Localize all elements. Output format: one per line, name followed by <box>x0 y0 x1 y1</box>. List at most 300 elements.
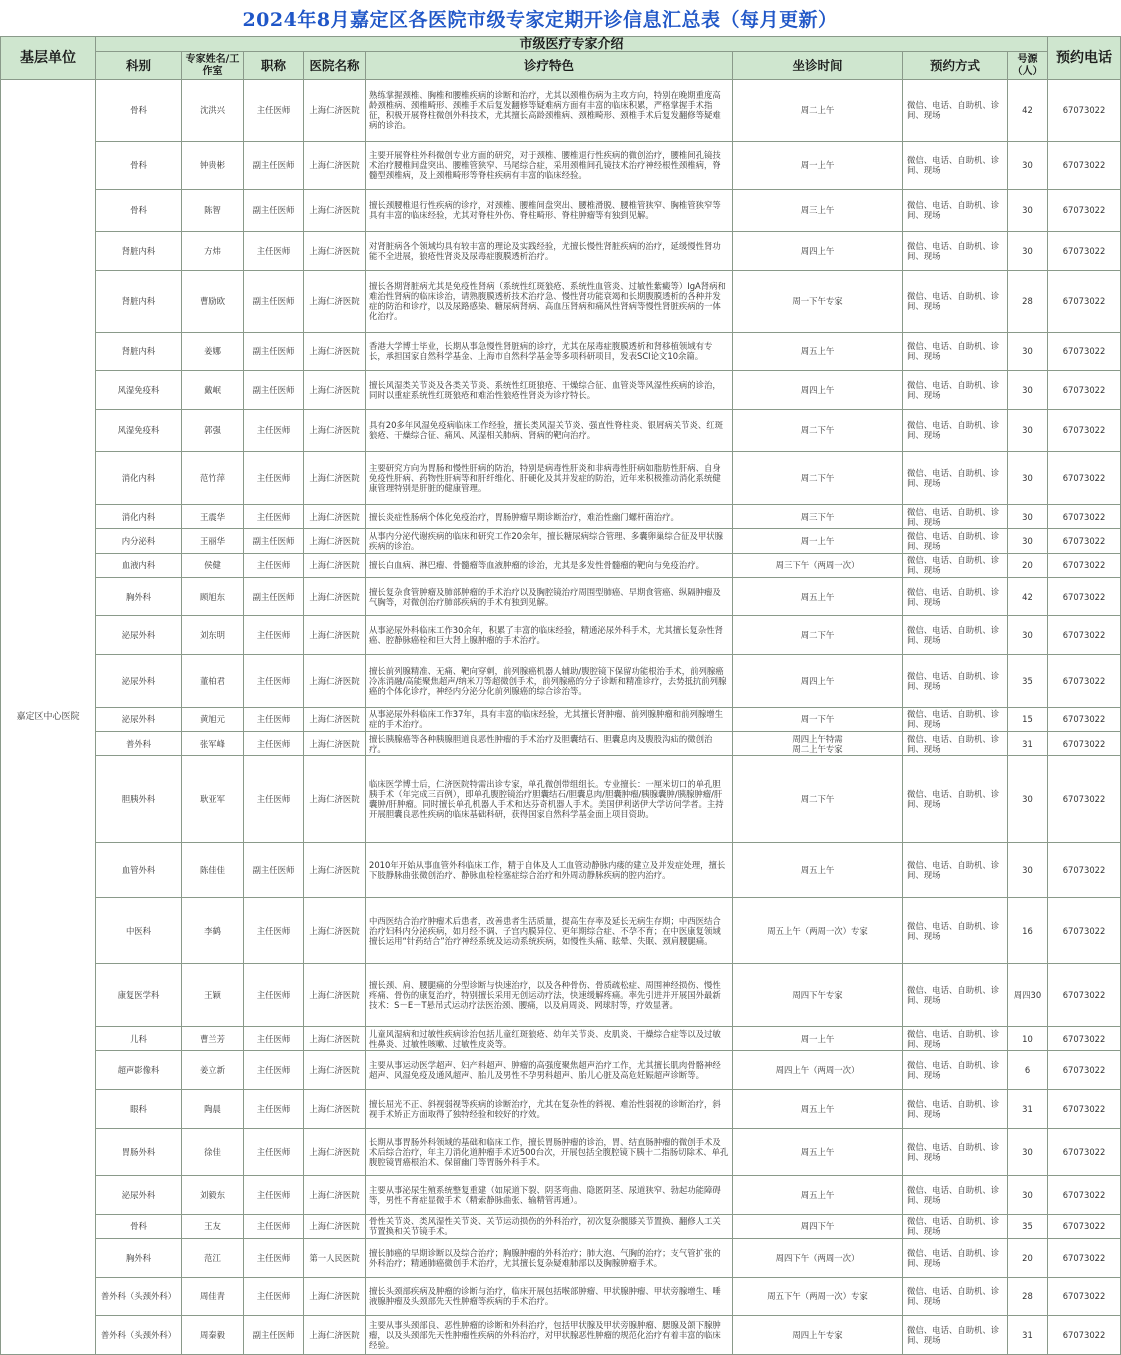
phone-cell: 67073022 <box>1048 1128 1121 1176</box>
expert-name-cell: 陈佳佳 <box>182 842 244 898</box>
phone-cell: 67073022 <box>1048 732 1121 756</box>
hospital-cell: 上海仁济医院 <box>304 1277 366 1316</box>
booking-cell: 微信、电话、自助机、诊间、现场 <box>903 1214 1008 1238</box>
booking-cell: 微信、电话、自助机、诊间、现场 <box>903 1089 1008 1128</box>
rank-cell: 主任医师 <box>244 616 304 655</box>
rank-cell: 主任医师 <box>244 898 304 964</box>
dept-cell: 内分泌科 <box>96 529 182 553</box>
time-cell: 周一下午 <box>733 707 903 731</box>
rank-cell: 主任医师 <box>244 1089 304 1128</box>
phone-cell: 67073022 <box>1048 1027 1121 1051</box>
dept-cell: 血液内科 <box>96 553 182 577</box>
feature-cell: 从事内分泌代谢疾病的临床和研究工作20余年，擅长糖尿病综合管理、多囊卵巢综合征及甲状腺疾病的诊治。 <box>366 529 733 553</box>
hospital-cell: 上海仁济医院 <box>304 654 366 707</box>
hospital-cell: 上海仁济医院 <box>304 842 366 898</box>
rank-cell: 副主任医师 <box>244 332 304 371</box>
dept-cell: 胃肠外科 <box>96 1128 182 1176</box>
dept-cell: 肾脏内科 <box>96 270 182 332</box>
time-cell: 周五上午 <box>733 577 903 616</box>
booking-cell: 微信、电话、自助机、诊间、现场 <box>903 189 1008 232</box>
feature-cell: 主要从事头颈部良、恶性肿瘤的诊断和外科治疗，包括甲状腺及甲状旁腺肿瘤、腮腺及颌下腺肿瘤，以及头颈部先天性肿瘤性疾病的外科治疗，对甲状腺恶性肿瘤的规范化治疗有着丰富的临床经验。 <box>366 1316 733 1355</box>
dept-cell: 肾脏内科 <box>96 232 182 271</box>
quota-cell: 30 <box>1008 529 1048 553</box>
rank-cell: 主任医师 <box>244 80 304 142</box>
hospital-cell: 第一人民医院 <box>304 1239 366 1278</box>
dept-cell: 普外科（头颈外科） <box>96 1277 182 1316</box>
table-row <box>1 141 1121 189</box>
feature-cell: 临床医学博士后，仁济医院特需出诊专家，单孔微创带组组长。专业擅长：一厘米切口的单孔胆胰手术（年完成三百例），即单孔腹腔镜治疗胆囊结石/胆囊息肉/胆囊肿瘤/胰腺囊肿/胰腺肿瘤/肝囊肿/肝肿瘤。同时擅长单孔机器人手术和达芬奇机器人手术。美国伊利诺伊大学访问学者。主持开展胆囊良恶性疾病的临床基础科研，获得国家自然科学基金面上项目资助。 <box>366 756 733 842</box>
rank-cell: 主任医师 <box>244 504 304 528</box>
phone-cell: 67073022 <box>1048 707 1121 731</box>
rank-cell: 副主任医师 <box>244 371 304 410</box>
phone-cell: 67073022 <box>1048 529 1121 553</box>
booking-cell: 微信、电话、自助机、诊间、现场 <box>903 452 1008 505</box>
table-row <box>1 1027 1121 1051</box>
hospital-cell: 上海仁济医院 <box>304 270 366 332</box>
table-row <box>1 371 1121 410</box>
booking-cell: 微信、电话、自助机、诊间、现场 <box>903 553 1008 577</box>
table-row <box>1 1277 1121 1316</box>
hospital-cell: 上海仁济医院 <box>304 529 366 553</box>
phone-cell: 67073022 <box>1048 616 1121 655</box>
dept-cell: 消化内科 <box>96 504 182 528</box>
phone-cell: 67073022 <box>1048 654 1121 707</box>
rank-cell: 主任医师 <box>244 964 304 1027</box>
quota-cell: 30 <box>1008 756 1048 842</box>
dept-cell: 眼科 <box>96 1089 182 1128</box>
feature-cell: 对肾脏病各个领域均具有较丰富的理论及实践经验，尤擅长慢性肾脏疾病的治疗，延缓慢性肾功能不全进展，狼疮性肾炎及尿毒症腹膜透析治疗。 <box>366 232 733 271</box>
phone-cell: 67073022 <box>1048 371 1121 410</box>
quota-cell: 30 <box>1008 332 1048 371</box>
table-row <box>1 707 1121 731</box>
expert-name-cell: 徐佳 <box>182 1128 244 1176</box>
time-cell: 周四上午（两周一次） <box>733 1051 903 1090</box>
booking-cell: 微信、电话、自助机、诊间、现场 <box>903 577 1008 616</box>
feature-cell: 主要从事泌尿生殖系统整复重建（如尿道下裂、阴茎弯曲、隐匿阴茎、尿道狭窄、勃起功能障碍等，男性不育症显微手术（精索静脉曲张、输精管再通）。 <box>366 1176 733 1215</box>
booking-cell: 微信、电话、自助机、诊间、现场 <box>903 409 1008 452</box>
hospital-cell: 上海仁济医院 <box>304 1176 366 1215</box>
dept-cell: 血管外科 <box>96 842 182 898</box>
feature-cell: 擅长胰腺癌等各种胰腺胆道良恶性肿瘤的手术治疗及胆囊结石、胆囊息肉及腹股沟疝的微创治疗。 <box>366 732 733 756</box>
feature-cell: 具有20多年风湿免疫病临床工作经验，擅长类风湿关节炎、强直性脊柱炎、银屑病关节炎、红斑狼疮、干燥综合征、痛风、风湿相关肺病、肾病的靶向治疗。 <box>366 409 733 452</box>
hospital-cell: 上海仁济医院 <box>304 1027 366 1051</box>
hospital-cell: 上海仁济医院 <box>304 80 366 142</box>
rank-cell: 副主任医师 <box>244 141 304 189</box>
feature-cell: 擅长头颈部疾病及肿瘤的诊断与治疗，临床开展包括喉部肿瘤、甲状腺肿瘤、甲状旁腺增生、唾液腺肿瘤及头颈部先天性肿瘤等疾病的手术治疗。 <box>366 1277 733 1316</box>
expert-name-cell: 周秦毅 <box>182 1316 244 1355</box>
dept-cell: 泌尿外科 <box>96 1176 182 1215</box>
time-cell: 周五上午 <box>733 1089 903 1128</box>
time-cell: 周五上午 <box>733 332 903 371</box>
hospital-cell: 上海仁济医院 <box>304 1316 366 1355</box>
quota-cell: 35 <box>1008 1214 1048 1238</box>
time-cell: 周二上午 <box>733 80 903 142</box>
phone-cell: 67073022 <box>1048 964 1121 1027</box>
rank-cell: 主任医师 <box>244 553 304 577</box>
time-cell: 周二下午 <box>733 452 903 505</box>
time-cell: 周四下午专家 <box>733 964 903 1027</box>
dept-cell: 胸外科 <box>96 577 182 616</box>
rank-cell: 主任医师 <box>244 1277 304 1316</box>
table-row <box>1 1214 1121 1238</box>
header-group: 市级医疗专家介绍 <box>96 37 1048 52</box>
hospital-cell: 上海仁济医院 <box>304 1214 366 1238</box>
rank-cell: 副主任医师 <box>244 529 304 553</box>
unit-name: 嘉定区中心医院 <box>1 80 96 1355</box>
dept-cell: 泌尿外科 <box>96 654 182 707</box>
rank-cell: 主任医师 <box>244 1128 304 1176</box>
feature-cell: 熟练掌握颈椎、胸椎和腰椎疾病的诊断和治疗，尤其以颈椎伤病为主攻方向，特别在晚期重度高龄颈椎病、颈椎畸形、颈椎手术后复发翻修等疑难病方面有丰富的临床积累，严格掌握手术指征，积极开展脊柱微创外科技术，尤其擅长高龄颈椎病、颈椎畸形、颈椎手术后复发翻修等疑难病的诊治。 <box>366 80 733 142</box>
rank-cell: 主任医师 <box>244 756 304 842</box>
quota-cell: 20 <box>1008 1239 1048 1278</box>
hospital-cell: 上海仁济医院 <box>304 371 366 410</box>
header-quota: 号源（人） <box>1008 52 1048 80</box>
table-row <box>1 1176 1121 1215</box>
phone-cell: 67073022 <box>1048 1176 1121 1215</box>
booking-cell: 微信、电话、自助机、诊间、现场 <box>903 232 1008 271</box>
dept-cell: 风湿免疫科 <box>96 409 182 452</box>
hospital-cell: 上海仁济医院 <box>304 141 366 189</box>
phone-cell: 67073022 <box>1048 270 1121 332</box>
expert-name-cell: 范竹萍 <box>182 452 244 505</box>
dept-cell: 风湿免疫科 <box>96 371 182 410</box>
rank-cell: 主任医师 <box>244 654 304 707</box>
table-row <box>1 1316 1121 1355</box>
dept-cell: 骨科 <box>96 80 182 142</box>
quota-cell: 6 <box>1008 1051 1048 1090</box>
dept-cell: 骨科 <box>96 1214 182 1238</box>
feature-cell: 擅长颈、肩、腰腿痛的分型诊断与快速治疗，以及各种骨伤、骨质疏松症、周围神经损伤、慢性疼痛、骨伤的康复治疗，特别擅长采用无创运动疗法，快速缓解疼痛。率先引进并开展国外最新技术：S－E－T悬吊式运动疗法医治颈、腰痛，以及肩周炎、网球肘等，疗效显著。 <box>366 964 733 1027</box>
booking-cell: 微信、电话、自助机、诊间、现场 <box>903 964 1008 1027</box>
header-time: 坐诊时间 <box>733 52 903 80</box>
phone-cell: 67073022 <box>1048 452 1121 505</box>
phone-cell: 67073022 <box>1048 1051 1121 1090</box>
time-cell: 周四上午 <box>733 232 903 271</box>
rank-cell: 主任医师 <box>244 732 304 756</box>
phone-cell: 67073022 <box>1048 1089 1121 1128</box>
dept-cell: 康复医学科 <box>96 964 182 1027</box>
phone-cell: 67073022 <box>1048 898 1121 964</box>
quota-cell: 31 <box>1008 1316 1048 1355</box>
hospital-cell: 上海仁济医院 <box>304 189 366 232</box>
header-unit: 基层单位 <box>1 37 96 80</box>
table-row <box>1 270 1121 332</box>
booking-cell: 微信、电话、自助机、诊间、现场 <box>903 504 1008 528</box>
phone-cell: 67073022 <box>1048 1239 1121 1278</box>
time-cell: 周四上午专家 <box>733 1316 903 1355</box>
rank-cell: 主任医师 <box>244 1239 304 1278</box>
quota-cell: 28 <box>1008 270 1048 332</box>
booking-cell: 微信、电话、自助机、诊间、现场 <box>903 1239 1008 1278</box>
expert-name-cell: 钟贵彬 <box>182 141 244 189</box>
dept-cell: 泌尿外科 <box>96 616 182 655</box>
expert-name-cell: 李鹤 <box>182 898 244 964</box>
phone-cell: 67073022 <box>1048 332 1121 371</box>
feature-cell: 擅长肺癌的早期诊断以及综合治疗；胸腺肿瘤的外科治疗；肺大泡、气胸的治疗；支气管扩张的外科治疗；精通肺癌微创手术治疗，尤其擅长复杂疑难肺部以及胸腺肿瘤手术。 <box>366 1239 733 1278</box>
quota-cell: 30 <box>1008 141 1048 189</box>
table-row <box>1 756 1121 842</box>
booking-cell: 微信、电话、自助机、诊间、现场 <box>903 898 1008 964</box>
rank-cell: 副主任医师 <box>244 270 304 332</box>
table-row <box>1 1089 1121 1128</box>
quota-cell: 30 <box>1008 452 1048 505</box>
time-cell: 周四下午 <box>733 1214 903 1238</box>
quota-cell: 28 <box>1008 1277 1048 1316</box>
phone-cell: 67073022 <box>1048 756 1121 842</box>
booking-cell: 微信、电话、自助机、诊间、现场 <box>903 842 1008 898</box>
feature-cell: 从事泌尿外科临床工作30余年，积累了丰富的临床经验，精通泌尿外科手术，尤其擅长复杂性肾癌、腔静脉癌栓和巨大肾上腺肿瘤的手术治疗。 <box>366 616 733 655</box>
phone-cell: 67073022 <box>1048 553 1121 577</box>
hospital-cell: 上海仁济医院 <box>304 707 366 731</box>
rank-cell: 主任医师 <box>244 409 304 452</box>
expert-name-cell: 耿亚军 <box>182 756 244 842</box>
rank-cell: 副主任医师 <box>244 1316 304 1355</box>
hospital-cell: 上海仁济医院 <box>304 452 366 505</box>
table-row <box>1 80 1121 142</box>
hospital-cell: 上海仁济医院 <box>304 553 366 577</box>
time-cell: 周三上午 <box>733 189 903 232</box>
booking-cell: 微信、电话、自助机、诊间、现场 <box>903 756 1008 842</box>
hospital-cell: 上海仁济医院 <box>304 1051 366 1090</box>
phone-cell: 67073022 <box>1048 577 1121 616</box>
table-row <box>1 577 1121 616</box>
expert-name-cell: 王友 <box>182 1214 244 1238</box>
booking-cell: 微信、电话、自助机、诊间、现场 <box>903 1316 1008 1355</box>
expert-name-cell: 郭强 <box>182 409 244 452</box>
rank-cell: 主任医师 <box>244 1027 304 1051</box>
booking-cell: 微信、电话、自助机、诊间、现场 <box>903 732 1008 756</box>
booking-cell: 微信、电话、自助机、诊间、现场 <box>903 707 1008 731</box>
quota-cell: 30 <box>1008 232 1048 271</box>
table-row <box>1 898 1121 964</box>
phone-cell: 67073022 <box>1048 80 1121 142</box>
booking-cell: 微信、电话、自助机、诊间、现场 <box>903 1051 1008 1090</box>
hospital-cell: 上海仁济医院 <box>304 1128 366 1176</box>
table-row <box>1 616 1121 655</box>
booking-cell: 微信、电话、自助机、诊间、现场 <box>903 616 1008 655</box>
header-booking: 预约方式 <box>903 52 1008 80</box>
booking-cell: 微信、电话、自助机、诊间、现场 <box>903 1128 1008 1176</box>
table-row <box>1 732 1121 756</box>
time-cell: 周四下午（两周一次） <box>733 1239 903 1278</box>
time-cell: 周五下午（两周一次）专家 <box>733 1277 903 1316</box>
hospital-cell: 上海仁济医院 <box>304 898 366 964</box>
booking-cell: 微信、电话、自助机、诊间、现场 <box>903 332 1008 371</box>
expert-name-cell: 周佳青 <box>182 1277 244 1316</box>
phone-cell: 67073022 <box>1048 1316 1121 1355</box>
expert-name-cell: 王震华 <box>182 504 244 528</box>
expert-name-cell: 曹兰芳 <box>182 1027 244 1051</box>
phone-cell: 67073022 <box>1048 141 1121 189</box>
expert-name-cell: 侯健 <box>182 553 244 577</box>
feature-cell: 主要研究方向为胃肠和慢性肝病的防治，特别是病毒性肝炎和非病毒性肝病如脂肪性肝病、自身免疫性肝病、药物性肝病等和肝纤维化、肝硬化及其并发症的防治，近年来积极推动消化系统健康管理特别是肝脏的健康管理。 <box>366 452 733 505</box>
phone-cell: 67073022 <box>1048 1277 1121 1316</box>
feature-cell: 擅长白血病、淋巴瘤、骨髓瘤等血液肿瘤的诊治，尤其是多发性骨髓瘤的靶向与免疫治疗。 <box>366 553 733 577</box>
dept-cell: 消化内科 <box>96 452 182 505</box>
phone-cell: 67073022 <box>1048 409 1121 452</box>
rank-cell: 主任医师 <box>244 1051 304 1090</box>
table-row <box>1 504 1121 528</box>
dept-cell: 胆胰外科 <box>96 756 182 842</box>
header-expert: 专家姓名/工作室 <box>182 52 244 80</box>
quota-cell: 30 <box>1008 1128 1048 1176</box>
dept-cell: 中医科 <box>96 898 182 964</box>
hospital-cell: 上海仁济医院 <box>304 577 366 616</box>
time-cell: 周二下午 <box>733 409 903 452</box>
quota-cell: 30 <box>1008 409 1048 452</box>
expert-name-cell: 张军峰 <box>182 732 244 756</box>
table-row <box>1 964 1121 1027</box>
header-feature: 诊疗特色 <box>366 52 733 80</box>
rank-cell: 主任医师 <box>244 1214 304 1238</box>
phone-cell: 67073022 <box>1048 189 1121 232</box>
booking-cell: 微信、电话、自助机、诊间、现场 <box>903 529 1008 553</box>
table-row <box>1 529 1121 553</box>
feature-cell: 骨性关节炎、类风湿性关节炎、关节运动损伤的外科治疗，初次复杂髋膝关节置换、翻修人工关节置换和关节镜手术。 <box>366 1214 733 1238</box>
time-cell: 周三下午（两周一次） <box>733 553 903 577</box>
hospital-cell: 上海仁济医院 <box>304 756 366 842</box>
phone-cell: 67073022 <box>1048 1214 1121 1238</box>
time-cell: 周五上午 <box>733 1128 903 1176</box>
rank-cell: 副主任医师 <box>244 842 304 898</box>
booking-cell: 微信、电话、自助机、诊间、现场 <box>903 1277 1008 1316</box>
table-row <box>1 842 1121 898</box>
expert-name-cell: 陶晨 <box>182 1089 244 1128</box>
table-row <box>1 654 1121 707</box>
feature-cell: 擅长屈光不正、斜视弱视等疾病的诊断治疗，尤其在复杂性的斜视、难治性弱视的诊断治疗，斜视手术矫正方面取得了独特经验和较好的疗效。 <box>366 1089 733 1128</box>
hospital-cell: 上海仁济医院 <box>304 616 366 655</box>
time-cell: 周五上午（两周一次）专家 <box>733 898 903 964</box>
header-dept: 科别 <box>96 52 182 80</box>
rank-cell: 主任医师 <box>244 707 304 731</box>
header-hospital: 医院名称 <box>304 52 366 80</box>
booking-cell: 微信、电话、自助机、诊间、现场 <box>903 371 1008 410</box>
phone-cell: 67073022 <box>1048 842 1121 898</box>
expert-name-cell: 王颖 <box>182 964 244 1027</box>
feature-cell: 擅长颈腰椎退行性疾病的诊疗，对颈椎、腰椎间盘突出、腰椎滑脱、腰椎管狭窄、胸椎管狭窄等具有丰富的临床经验，尤其对脊柱外伤、脊柱畸形、脊柱肿瘤等有独到见解。 <box>366 189 733 232</box>
expert-name-cell: 曹励欧 <box>182 270 244 332</box>
quota-cell: 30 <box>1008 1176 1048 1215</box>
time-cell: 周五上午 <box>733 1176 903 1215</box>
time-cell: 周一上午 <box>733 529 903 553</box>
quota-cell: 16 <box>1008 898 1048 964</box>
time-cell: 周四上午特需 周二上午专家 <box>733 732 903 756</box>
quota-cell: 35 <box>1008 654 1048 707</box>
hospital-cell: 上海仁济医院 <box>304 1089 366 1128</box>
feature-cell: 从事泌尿外科临床工作37年，具有丰富的临床经验，尤其擅长肾肿瘤、前列腺肿瘤和前列腺增生症的手术治疗。 <box>366 707 733 731</box>
hospital-cell: 上海仁济医院 <box>304 964 366 1027</box>
quota-cell: 30 <box>1008 616 1048 655</box>
dept-cell: 普外科（头颈外科） <box>96 1316 182 1355</box>
table-row <box>1 1239 1121 1278</box>
feature-cell: 擅长复杂食管肿瘤及肺部肿瘤的手术治疗以及胸腔镜治疗周围型肺癌、早期食管癌、纵隔肿瘤及气胸等，对微创治疗肺部疾病的手术有独到见解。 <box>366 577 733 616</box>
time-cell: 周二下午 <box>733 616 903 655</box>
quota-cell: 31 <box>1008 1089 1048 1128</box>
time-cell: 周五上午 <box>733 842 903 898</box>
booking-cell: 微信、电话、自助机、诊间、现场 <box>903 1176 1008 1215</box>
table-row <box>1 409 1121 452</box>
booking-cell: 微信、电话、自助机、诊间、现场 <box>903 270 1008 332</box>
dept-cell: 超声影像科 <box>96 1051 182 1090</box>
phone-cell: 67073022 <box>1048 232 1121 271</box>
expert-name-cell: 范江 <box>182 1239 244 1278</box>
expert-name-cell: 黄旭元 <box>182 707 244 731</box>
hospital-cell: 上海仁济医院 <box>304 332 366 371</box>
table-body <box>1 80 1121 1355</box>
expert-schedule-table <box>0 36 1121 1355</box>
hospital-cell: 上海仁济医院 <box>304 504 366 528</box>
expert-name-cell: 方炜 <box>182 232 244 271</box>
header-phone: 预约电话 <box>1048 37 1121 80</box>
rank-cell: 主任医师 <box>244 232 304 271</box>
quota-cell: 31 <box>1008 732 1048 756</box>
dept-cell: 泌尿外科 <box>96 707 182 731</box>
hospital-cell: 上海仁济医院 <box>304 409 366 452</box>
quota-cell: 42 <box>1008 577 1048 616</box>
time-cell: 周一下午专家 <box>733 270 903 332</box>
table-row <box>1 332 1121 371</box>
feature-cell: 中西医结合治疗肿瘤术后患者，改善患者生活质量，提高生存率及延长无病生存期；中西医结合治疗妇科内分泌疾病，如月经不调、子宫内膜异位、更年期综合症、不孕不育；在中医康复领域擅长运用“针药结合”治疗神经系统及运动系统疾病，如慢性头痛、眩晕、失眠、颈肩腰腿痛。 <box>366 898 733 964</box>
expert-name-cell: 戴岷 <box>182 371 244 410</box>
table-row <box>1 1051 1121 1090</box>
dept-cell: 骨科 <box>96 141 182 189</box>
expert-name-cell: 刘毅东 <box>182 1176 244 1215</box>
expert-name-cell: 陈智 <box>182 189 244 232</box>
time-cell: 周二下午 <box>733 756 903 842</box>
hospital-cell: 上海仁济医院 <box>304 732 366 756</box>
feature-cell: 擅长风湿类关节炎及各类关节炎、系统性红斑狼疮、干燥综合征、血管炎等风湿性疾病的诊治，同时以重症系统性红斑狼疮和难治性狼疮性肾炎为诊疗特长。 <box>366 371 733 410</box>
booking-cell: 微信、电话、自助机、诊间、现场 <box>903 1027 1008 1051</box>
expert-name-cell: 姜娜 <box>182 332 244 371</box>
rank-cell: 副主任医师 <box>244 577 304 616</box>
feature-cell: 擅长各期肾脏病尤其是免疫性肾病（系统性红斑狼疮、系统性血管炎、过敏性紫癜等）IgA肾病和难治性肾病的临床诊治，请熟腹膜透析技术治疗急、慢性肾功能衰竭和长期腹膜透析的各种并发症的防治和诊疗，以及尿路感染、糖尿病肾病、高血压肾病和痛风性肾病等慢性肾脏疾病的一体化治疗。 <box>366 270 733 332</box>
table-row <box>1 232 1121 271</box>
quota-cell: 30 <box>1008 189 1048 232</box>
feature-cell: 主要开展脊柱外科微创专业方面的研究，对于颈椎、腰椎退行性疾病的微创治疗，腰椎间孔镜技术治疗腰椎间盘突出、腰椎管狭窄、马尾综合症，采用颈椎间孔镜技术治疗神经根性颈椎病，脊髓型颈椎病，及上颈椎畸形等脊柱疾病有丰富的临床经验。 <box>366 141 733 189</box>
feature-cell: 香港大学博士毕业，长期从事急慢性肾脏病的诊疗，尤其在尿毒症腹膜透析和肾移植领域有专长，承担国家自然科学基金、上海市自然科学基金等多项科研项目，发表SCI论文10余篇。 <box>366 332 733 371</box>
quota-cell: 15 <box>1008 707 1048 731</box>
hospital-cell: 上海仁济医院 <box>304 232 366 271</box>
table-row <box>1 1128 1121 1176</box>
quota-cell: 30 <box>1008 842 1048 898</box>
time-cell: 周四上午 <box>733 371 903 410</box>
header-rank: 职称 <box>244 52 304 80</box>
expert-name-cell: 董柏君 <box>182 654 244 707</box>
phone-cell: 67073022 <box>1048 504 1121 528</box>
quota-cell: 10 <box>1008 1027 1048 1051</box>
expert-name-cell: 王丽华 <box>182 529 244 553</box>
feature-cell: 儿童风湿病和过敏性疾病诊治包括儿童红斑狼疮、幼年关节炎、皮肌炎、干燥综合症等以及过敏性鼻炎、过敏性咳嗽、过敏性皮炎等。 <box>366 1027 733 1051</box>
expert-name-cell: 沈洪兴 <box>182 80 244 142</box>
quota-cell: 30 <box>1008 504 1048 528</box>
booking-cell: 微信、电话、自助机、诊间、现场 <box>903 654 1008 707</box>
expert-name-cell: 刘东明 <box>182 616 244 655</box>
booking-cell: 微信、电话、自助机、诊间、现场 <box>903 80 1008 142</box>
table-row <box>1 189 1121 232</box>
expert-name-cell: 姜立新 <box>182 1051 244 1090</box>
time-cell: 周一上午 <box>733 1027 903 1051</box>
dept-cell: 儿科 <box>96 1027 182 1051</box>
rank-cell: 主任医师 <box>244 452 304 505</box>
time-cell: 周四上午 <box>733 654 903 707</box>
time-cell: 周一上午 <box>733 141 903 189</box>
time-cell: 周三下午 <box>733 504 903 528</box>
booking-cell: 微信、电话、自助机、诊间、现场 <box>903 141 1008 189</box>
quota-cell: 周四30 <box>1008 964 1048 1027</box>
table-row <box>1 452 1121 505</box>
page-title: 2024年8月嘉定区各医院市级专家定期开诊信息汇总表（每月更新） <box>242 8 838 31</box>
feature-cell: 2010年开始从事血管外科临床工作，精于自体及人工血管动静脉内瘘的建立及并发症处理，擅长下肢静脉曲张微创治疗、静脉血栓栓塞症综合治疗和外周动静脉疾病的腔内治疗。 <box>366 842 733 898</box>
